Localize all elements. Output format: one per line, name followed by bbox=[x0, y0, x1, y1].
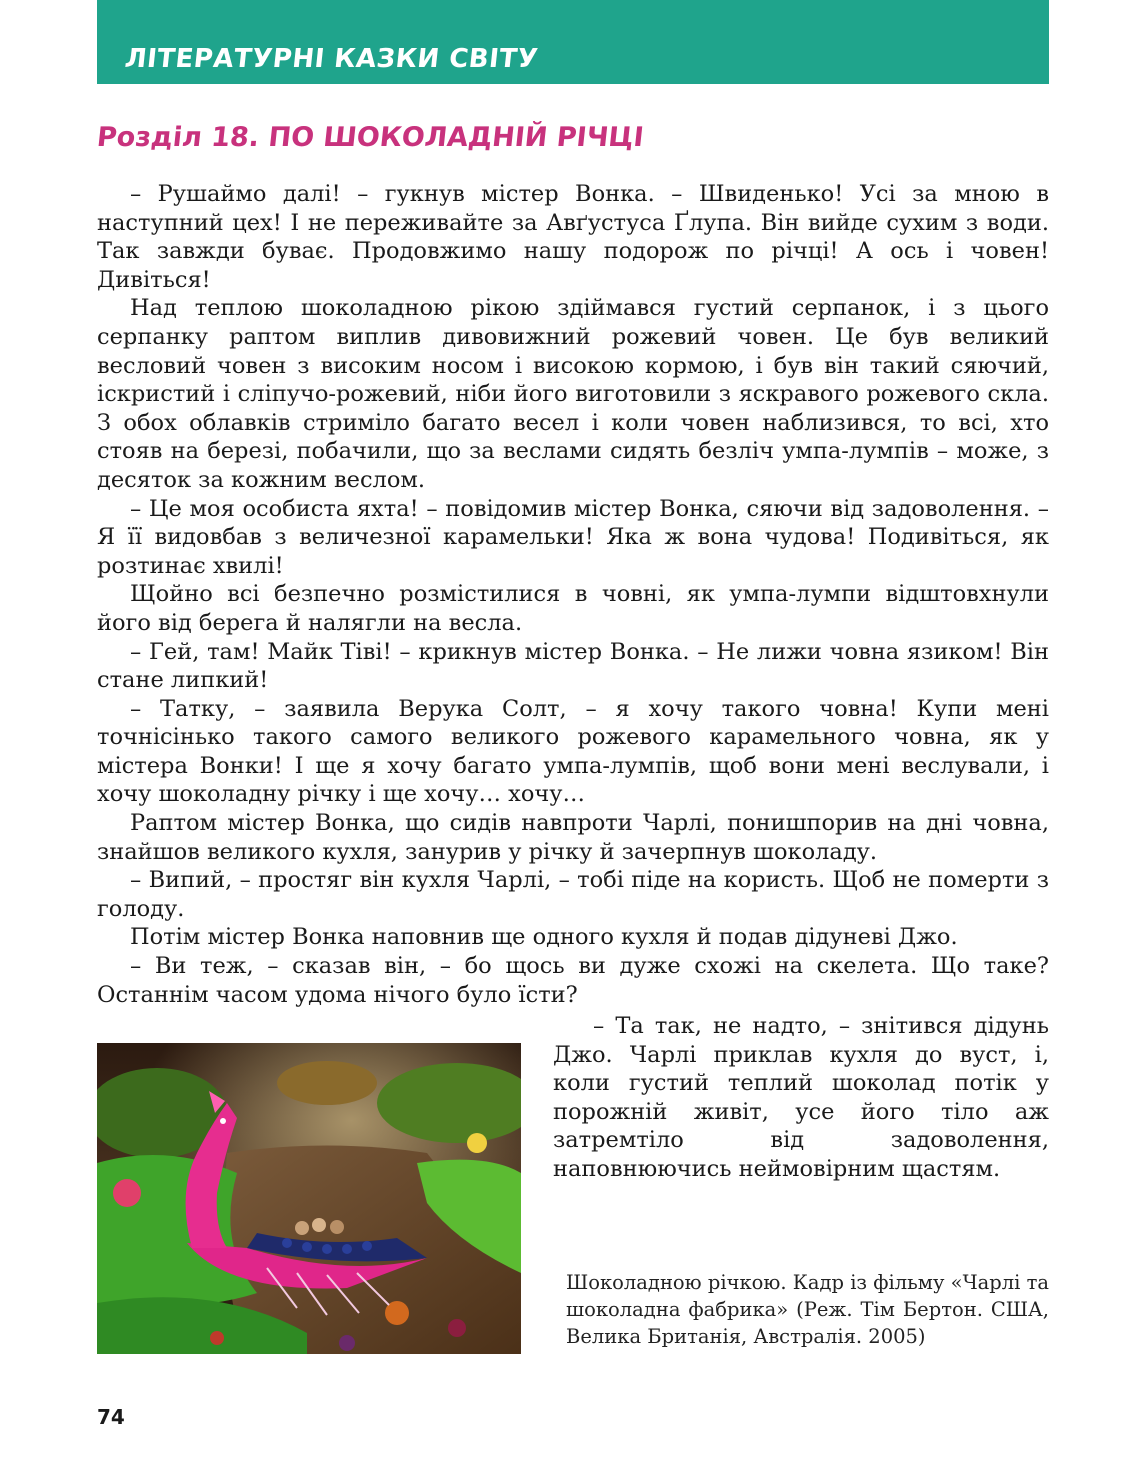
section-title: ЛІТЕРАТУРНІ КАЗКИ СВІТУ bbox=[123, 44, 540, 74]
film-still-image bbox=[97, 1043, 521, 1354]
paragraph: – Рушаймо далі! – гукнув містер Вонка. – Швиденько! Усі за мною в наступний цех! І не переживайте за Авґустуса Ґлупа. Він вийде сухим з води. Так завжди буває. Продовжимо нашу подорож по річці! А ось і човен! Дивіться! bbox=[97, 181, 1049, 293]
film-still-pink-boat-icon bbox=[97, 1043, 521, 1354]
story-text bbox=[97, 180, 1049, 1009]
chapter-title: Розділ 18. ПО ШОКОЛАДНІЙ РІЧЦІ bbox=[95, 122, 646, 153]
paragraph: Над теплою шоколадною рікою здіймався густий серпанок, і з цього серпанку раптом виплив дивовижний рожевий човен. Це був великий весловий човен з високим носом і високою кормою, і був він такий сяючий, іскристий і сліпучо-рожевий, ніби його виготовили з яскравого рожевого скла. З обох облавків стриміло багато весел і коли човен наблизився, то всі, хто стояв на березі, побачили, що за веслами сидять безліч умпа-лумпів – може, з десяток за кожним веслом. bbox=[97, 295, 1049, 493]
paragraph: – Це моя особиста яхта! – повідомив містер Вонка, сяючи від задоволення. – Я її видовбав з величезної карамельки! Яка ж вона чудова! Подивіться, як розтинає хвилі! bbox=[97, 495, 1049, 579]
header-band bbox=[97, 0, 1049, 84]
paragraph: – Гей, там! Майк Тіві! – крикнув містер Вонка. – Не лижи човна язиком! Він стане липкий! bbox=[97, 638, 1049, 694]
paragraph: – Та так, не надто, – знітився дідунь Джо. Чарлі приклав кухля до вуст, і, коли густий теплий шоколад потік у порожній живіт, усе його тіло аж затремтіло від задоволення, наповнюючись неймовірним щастям. bbox=[553, 1013, 1049, 1182]
paragraph: – Ви теж, – сказав він, – бо щось ви дуже схожі на скелета. Що таке? Останнім часом удома нічого було їсти? bbox=[97, 953, 1049, 1008]
page-number: 74 bbox=[97, 1405, 125, 1429]
paragraph: Потім містер Вонка наповнив ще одного кухля й подав дідуневі Джо. bbox=[130, 924, 958, 951]
paragraph: Щойно всі безпечно розмістилися в човні, як умпа-лумпи відштовхнули його від берега й налягли на весла. bbox=[97, 581, 1049, 636]
paragraph: Раптом містер Вонка, що сидів навпроти Чарлі, понишпорив на дні човна, знайшов великого кухля, занурив у річку й зачерпнув шоколаду. bbox=[97, 810, 1049, 865]
image-caption: Шоколадною річкою. Кадр із фільму «Чарлі та шоколадна фабрика» (Реж. Тім Бертон. США, Велика Британія, Австралія. 2005) bbox=[566, 1271, 1049, 1348]
story-text-wrapped bbox=[553, 1012, 1049, 1184]
paragraph: – Татку, – заявила Верука Солт, – я хочу такого човна! Купи мені точнісінько такого самого великого рожевого карамельного човна, як у містера Вонки! І ще я хочу багато умпа-лумпів, щоб вони мені веслували, і хочу шоколадну річку і ще хочу… хочу… bbox=[97, 695, 1049, 808]
paragraph: – Випий, – простяг він кухля Чарлі, – тобі піде на користь. Щоб не померти з голоду. bbox=[97, 867, 1049, 922]
